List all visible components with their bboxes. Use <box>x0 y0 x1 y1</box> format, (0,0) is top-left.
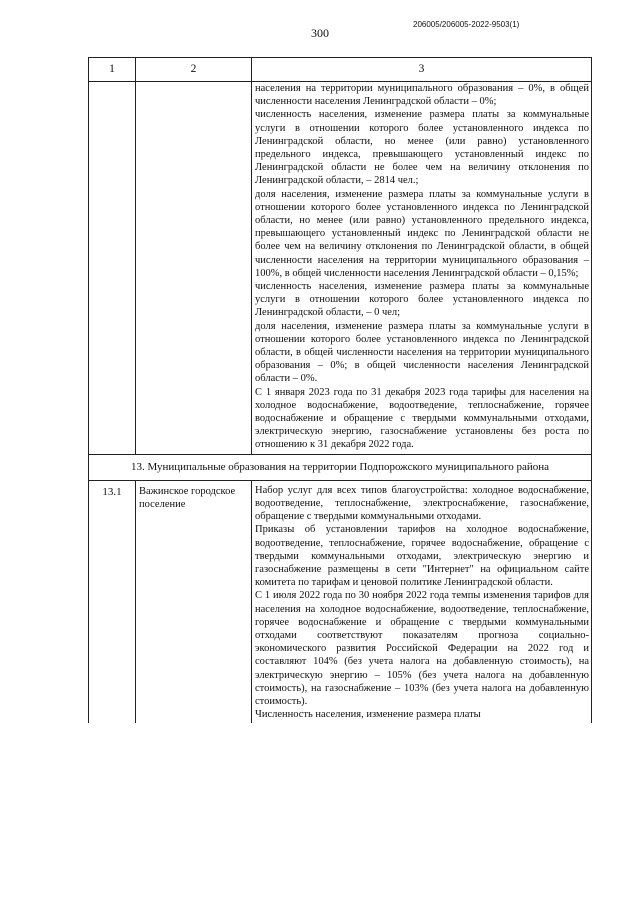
table-row-continued <box>89 82 591 455</box>
continued-text-cell <box>252 82 591 454</box>
row-13-1-text <box>252 481 591 724</box>
col-header-3: 3 <box>418 63 425 75</box>
table-header-row <box>89 58 591 82</box>
paragraph: Численность населения, изменение размера платы <box>255 709 481 721</box>
municipality-name: Важинское городское поселение <box>136 481 252 724</box>
paragraph: доля населения, изменение размера платы за коммунальные услуги в отношении которого более установленного индекса по Ленинградской области, но менее (или равно) установленного предельного индекса, превышающего установленный индекс по Ленинградской области не более чем на величину отклонения по Ленинградской области, в общей численности населения на территории муниципального образования – 100%, в общей численности населения Ленинградской области – 0,15%; <box>255 188 589 279</box>
col-header-1: 1 <box>89 58 136 81</box>
page-number: 300 <box>311 26 329 40</box>
paragraph: Набор услуг для всех типов благоустройства: холодное водоснабжение, водоотведение, теплоснабжение, электроснабжение, газоснабжение, обращение с твердыми коммунальными отходами. <box>255 484 589 523</box>
document-code: 206005/206005-2022-9503(1) <box>413 20 520 29</box>
continued-number-cell <box>89 82 136 454</box>
section-title: 13. Муниципальные образования на территории Подпорожского муниципального района <box>130 460 550 473</box>
paragraph: доля населения, изменение размера платы за коммунальные услуги в отношении которого более установленного индекса по Ленинградской области, в общей численности населения на территории муниципального образования – 0%; в общей численности населения Ленинградской области – 0%. <box>255 320 589 385</box>
col-header-2: 2 <box>136 58 252 81</box>
table-row-13-1 <box>89 481 591 724</box>
paragraph: Приказы об установлении тарифов на холодное водоснабжение, водоотведение, теплоснабжение, горячее водоснабжение, обращение с твердыми коммунальными отходами, электрическую энергию и газоснабжение размещены в сети "Интернет" на официальном сайте комитета по тарифам и ценовой политике Ленинградской области. <box>255 524 589 589</box>
continued-name-cell <box>136 82 252 454</box>
section-row <box>89 455 591 481</box>
paragraph: населения на территории муниципального образования – 0%, в общей численности населения Ленинградской области – 0%; <box>255 83 589 108</box>
document-table <box>88 57 592 723</box>
row-number: 13.1 <box>89 481 136 724</box>
paragraph: С 1 января 2023 года по 31 декабря 2023 года тарифы для населения на холодное водоснабжение, водоотведение, теплоснабжение, горячее водоснабжение и обращение с твердыми коммунальными отходами, электрическую энергию, газоснабжение установлены без роста по отношению к 31 декабря 2022 года. <box>255 386 589 451</box>
paragraph: численность населения, изменение размера платы за коммунальные услуги в отношении которого более установленного индекса по Ленинградской области, – 0 чел; <box>255 281 589 319</box>
paragraph: С 1 июля 2022 года по 30 ноября 2022 года темпы изменения тарифов для населения на холодное водоснабжение, водоотведение, теплоснабжение, горячее водоснабжение и обращение с твердыми коммунальными отходами соответствуют показателям прогноза социально-экономического развития Российской Федерации на 2022 год и составляют 104% (без учета налога на добавленную стоимость), на электрическую энергию – 105% (без учета налога на добавленную стоимость), на газоснабжение – 103% (без учета налога на добавленную стоимость). <box>255 590 589 707</box>
paragraph: численность населения, изменение размера платы за коммунальные услуги в отношении которого более установленного индекса по Ленинградской области, но менее (или равно) установленного предельного индекса, превышающего установленный индекс по Ленинградской области не более чем на величину отклонения по Ленинградской области, – 2814 чел.; <box>255 109 589 187</box>
